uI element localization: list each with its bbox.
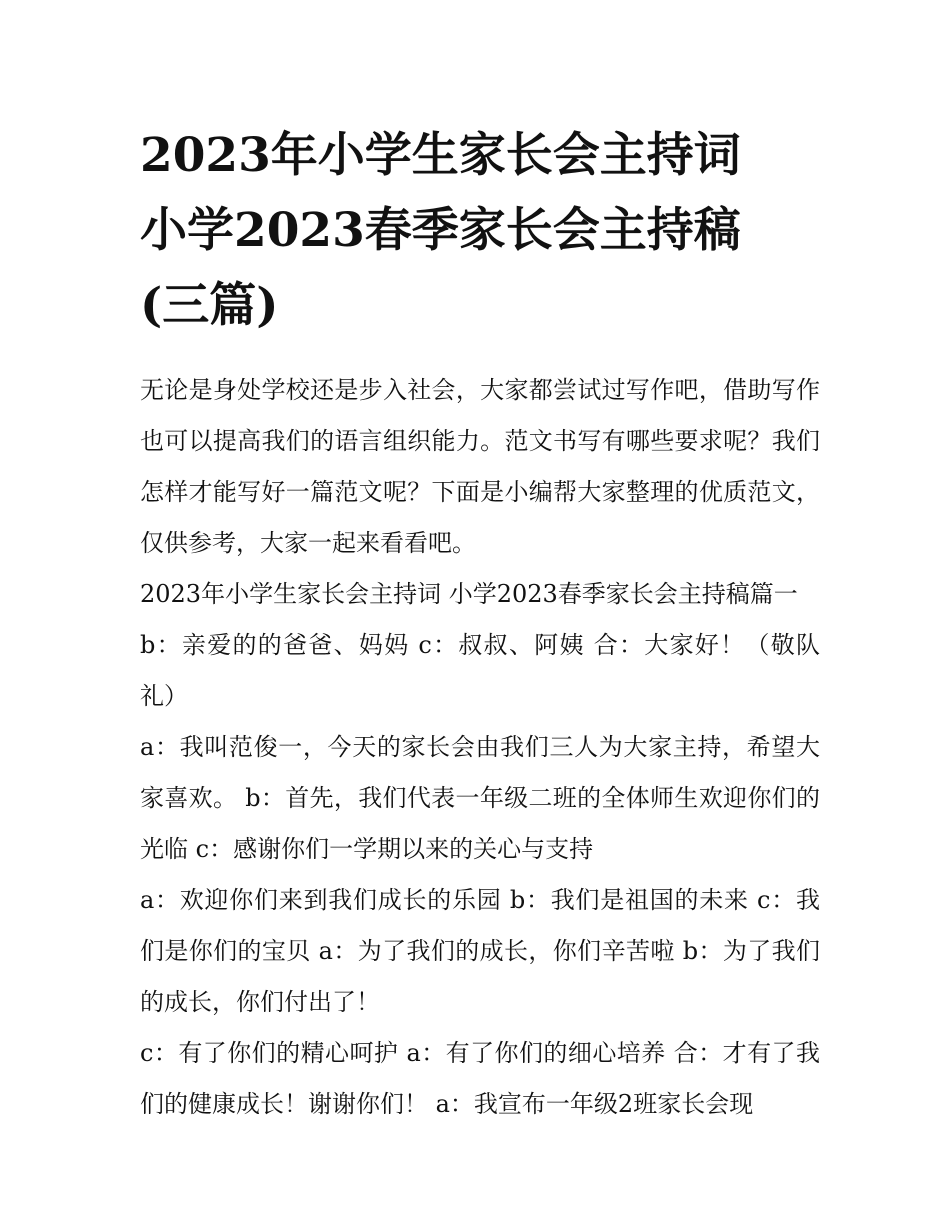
body-paragraph-3: a：欢迎你们来到我们成长的乐园 b：我们是祖国的未来 c：我们是你们的宝贝 a：为了我们的成长，你们辛苦啦 b：为了我们的成长，你们付出了！ xyxy=(140,886,820,1016)
document-page xyxy=(140,118,820,1130)
body-paragraph-1: b：亲爱的的爸爸、妈妈 c：叔叔、阿姨 合：大家好！（敬队礼） xyxy=(140,631,820,710)
title-line-3: (三篇) xyxy=(140,278,279,333)
section-heading: 2023年小学生家长会主持词 小学2023春季家长会主持稿篇一 xyxy=(140,580,798,608)
title-line-2: 小学2023春季家长会主持稿 xyxy=(140,203,741,258)
intro-paragraph: 无论是身处学校还是步入社会，大家都尝试过写作吧，借助写作也可以提高我们的语言组织能力。范文书写有哪些要求呢？我们怎样才能写好一篇范文呢？下面是小编帮大家整理的优质范文，仅供参考，大家一起来看看吧。 xyxy=(140,376,820,557)
document-title xyxy=(140,118,820,343)
title-line-1: 2023年小学生家长会主持词 xyxy=(140,128,741,183)
body-paragraph-4: c：有了你们的精心呵护 a：有了你们的细心培养 合：才有了我们的健康成长！谢谢你们！ a：我宣布一年级2班家长会现 xyxy=(140,1039,820,1118)
document-body xyxy=(140,365,820,1130)
body-paragraph-2: a：我叫范俊一，今天的家长会由我们三人为大家主持，希望大家喜欢。 b：首先，我们代表一年级二班的全体师生欢迎你们的光临 c：感谢你们一学期以来的关心与支持 xyxy=(140,733,820,863)
